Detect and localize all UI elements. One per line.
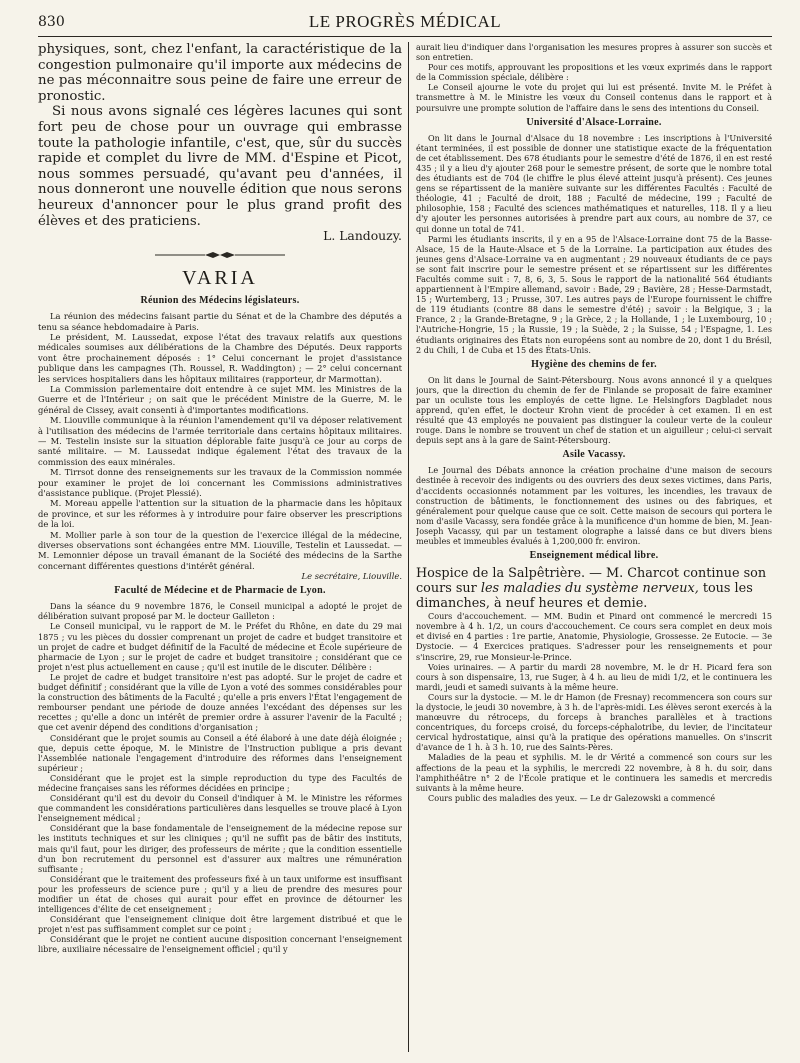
body-paragraph: Cours public des maladies des yeux. — Le dr Galezowski a commencé xyxy=(428,792,716,803)
body-paragraph: On lit dans le Journal de Saint-Pétersbourg. Nous avons annoncé il y a quelques jours, que la direction du chemin de fer de Finlande se proposait de faire examiner par un oculiste tous les employés de cette ligne. Le Helsingfors Dagbladet nous apprend, qu'en effet, le docteur Krohn vient de procéder à cet examen. Il en est résulté que 43 employés ne pouvaient pas distinguer la couleur verte de la couleur rouge. Dans le nombre se trouvent un chef de station et un aiguilleur ; celui-ci servait depuis sept ans à la gare de Saint-Pétersbourg. xyxy=(416,374,772,446)
body-paragraph: Cours sur la dystocie. — M. le dr Hamon (de Fresnay) recommencera son cours sur la dystocie, le jeudi 30 novembre, à 3 h. de l'après-midi. Les élèves seront exercés à la manœuvre du rétroceps, du forceps à branches parallèles et à tractions concentriques, du forceps croisé, du forceps-céphalotribe, du levier, de l'incitateur cervical hydrostatique, ainsi qu'à la pratique des opérations manuelles. On s'inscrit d'avance de 1 h. à 3 h. 10, rue des Saints-Pères. xyxy=(416,691,772,753)
page-header xyxy=(38,10,772,37)
section-divider-ornament xyxy=(38,249,402,261)
right-column xyxy=(416,42,772,1052)
lead-text: Hospice de la Salpêtrière. — M. Charcot continue son cours sur xyxy=(416,566,767,597)
body-paragraph: Le projet de cadre et budget transitoire n'est pas adopté. Sur le projet de cadre et budget définitif ; considérant que la ville de Lyon a voté des sommes considérables pour la construction des bâtiments de la Faculté ; qu'elle a pris envers l'État l'engagement de rembourser pendant une période de douze années l'excédant des dépenses sur les recettes ; qu'elle a donc un intérêt de premier ordre à assurer l'avenir de la Faculté ; que cet avenir dépend des conditions d'organisation ; xyxy=(38,671,402,733)
body-paragraph: Le Conseil ajourne le vote du projet qui lui est présenté. Invite M. le Préfet à transmettre à M. le Ministre les vœux du Conseil contenus dans le rapport et à poursuivre une prompte solution de l'affaire dans le sens des intentions du Conseil. xyxy=(416,82,772,113)
body-paragraph: Maladies de la peau et syphilis. M. le dr Vérité a commencé son cours sur les affections de la peau et la syphilis, le mercredi 22 novembre, à 8 h. du soir, dans l'amphithéâtre n° 2 de l'École pratique et le continuera les samedis et mercredis suivants à la même heure. xyxy=(416,752,772,793)
body-paragraph: Dans la séance du 9 novembre 1876, le Conseil municipal a adopté le projet de délibération suivant proposé par M. le docteur Gailleton : xyxy=(38,601,402,622)
section-heading: Réunion des Médecins législateurs. xyxy=(140,295,300,307)
body-paragraph: Considérant que le projet est la simple reproduction du type des Facultés de médecine françaises sans les réformes décidées en principe ; xyxy=(38,772,402,793)
body-paragraph: M. Liouville communique à la réunion l'amendement qu'il va déposer relativement à l'utilisation des médecins de l'armée territoriale dans certains hôpitaux militaires. — M. Testelin insiste sur la situation déplorable faite jusqu'à ce jour au corps de santé militaire. — M. Laussedat indique également l'état des travaux de la commission des eaux minérales. xyxy=(38,415,402,467)
body-paragraph: Considérant que l'enseignement clinique doit être largement distribué et que le projet n'est pas suffisamment complet sur ce point ; xyxy=(38,914,402,935)
intro-paragraph: physiques, sont, chez l'enfant, la caractéristique de la congestion pulmonaire qu'il importe aux médecins de ne pas méconnaitre sous peine de faire une erreur de pronostic. xyxy=(38,42,402,104)
body-paragraph: M. Tirrsot donne des renseignements sur les travaux de la Commission nommée pour examiner le projet de loi concernant les Commissions administratives d'assistance publique. (Projet Plessié). xyxy=(38,467,402,499)
body-paragraph: Voies urinaires. — A partir du mardi 28 novembre, M. le dr H. Picard fera son cours à son dispensaire, 13, rue Suger, à 4 h. au lieu de midi 1/2, et le continuera les mardi, jeudi et samedi suivants à la même heure. xyxy=(416,661,772,692)
intro-paragraph: Si nous avons signalé ces légères lacunes qui sont fort peu de chose pour un ouvrage qui embrasse toute la pathologie infantile, c'est, que, sûr du succès rapide et complet du livre de MM. d'Espine et Picot, nous sommes persuadé, qu'avant peu d'années, il nous donneront une nouvelle édition que nous serons heureux d'annoncer pour le plus grand profit des élèves et des praticiens. xyxy=(38,104,402,229)
body-paragraph: Considérant qu'il est du devoir du Conseil d'indiquer à M. le Ministre les réformes que commandent les considérations particulières dans lesquelles se trouve placé à Lyon l'enseignement médical ; xyxy=(38,793,402,824)
body-paragraph: M. Moreau appelle l'attention sur la situation de la pharmacie dans les hôpitaux de province, et sur les réformes à y introduire pour faire observer les prescriptions de la loi. xyxy=(38,498,402,530)
body-paragraph: Le Conseil municipal, vu le rapport de M. le Préfet du Rhône, en date du 29 mai 1875 ; vu les pièces du dossier comprenant un projet de cadre et budget transitoire et un projet de cadre et budget définitif de la Faculté de médecine et École supérieure de pharmacie de Lyon ; sur le projet de cadre et budget transitoire ; considérant que ce projet n'est plus actuellement en cause ; qu'il est inutile de le discuter. Délibère : xyxy=(38,621,402,672)
lead-paragraph xyxy=(416,566,772,611)
varia-heading: VARIA xyxy=(182,267,258,290)
body-paragraph: Le président, M. Laussedat, expose l'état des travaux relatifs aux questions médicales soumises aux délibérations de la Chambre des Députés. Deux rapports vont être prochainement déposés : 1° Celui concernant le projet d'assistance publique dans les campagnes (Th. Roussel, R. Waddington) ; — 2° celui concernant les services hospitaliers dans les hôpitaux militaires (rapporteur, dr Marmottan). xyxy=(38,331,402,384)
newspaper-page xyxy=(38,10,772,1055)
body-paragraph: La Commission parlementaire doit entendre à ce sujet MM. les Ministres de la Guerre et de l'Intérieur ; on sait que le précédent Ministre de la Guerre, M. le général de Cissey, avait consenti à d'importantes modifications. xyxy=(38,383,402,415)
body-paragraph: Considérant que le projet soumis au Conseil a été élaboré à une date déjà éloignée ; que, depuis cette époque, M. le Ministre de l'Instruction publique a pris devant l'Assemblée nationale l'engagement d'introduire des réformes dans l'enseignement supérieur ; xyxy=(38,732,402,773)
body-paragraph: Cours d'accouchement. — MM. Budin et Pinard ont commencé le mercredi 15 novembre à 4 h. 1/2, un cours d'accouchement. Ce cours sera complet en deux mois et divisé en 4 parties : 1re partie, Anatomie, Physiologie, Grossesse. 2e Eutocie. — 3e Dystocie. — 4 Exercices pratiques. S'adresser pour les renseignements et pour s'inscrire, 29, rue Monsieur-le-Prince. xyxy=(416,611,772,662)
section-heading: Faculté de Médecine et de Pharmacie de Lyon. xyxy=(114,585,326,597)
body-paragraph: On lit dans le Journal d'Alsace du 18 novembre : Les inscriptions à l'Université étant terminées, il est possible de donner une statistique exacte de la fréquentation de cet établissement. Des 678 étudiants pour le semestre d'été de 1876, il en est resté 435 ; il y a lieu d'y ajouter 268 pour le semestre présent, de sorte que le nombre total des étudiants est de 704 (le chiffre le plus élevé atteint jusqu'à présent). Ces jeunes gens se répartissent de la manière suivante sur les différentes Facultés : Faculté de théologie, 41 ; Faculté de droit, 188 ; Faculté de médecine, 199 ; Faculté de philosophie, 158 ; Faculté des sciences mathématiques et naturelles, 118. Il y a lieu d'y ajouter les personnes autorisées à prendre part aux cours, au nombre de 37, ce qui donne un total de 741. xyxy=(416,132,772,234)
secretary-signature: Le secrétaire, Liouville. xyxy=(301,571,402,582)
column-rule xyxy=(408,42,409,1052)
page-number: 830 xyxy=(38,14,65,30)
body-paragraph: Considérant que la base fondamentale de l'enseignement de la médecine repose sur les instituts techniques et sur les cliniques ; qu'il ne suffit pas de bâtir des instituts, mais qu'il faut, pour les diriger, des professeurs de mérite ; que la condition essentielle d'un bon recrutement du personnel est d'assurer aux maîtres une rémunération suffisante ; xyxy=(38,823,402,874)
lead-italic-text: les maladies du système nerveux, xyxy=(480,581,699,597)
review-signature: L. Landouzy. xyxy=(323,228,402,244)
body-paragraph: Pour ces motifs, approuvant les propositions et les vœux exprimés dans le rapport de la Commission spéciale, délibère : xyxy=(416,62,772,83)
body-paragraph: Le Journal des Débats annonce la création prochaine d'une maison de secours destinée à recevoir des indigents ou des ouvriers des deux sexes victimes, dans Paris, d'accidents occasionnés notamment par les voitures, les incendies, les travaux de construction de bâtiments, le fonctionnement des usines ou des fabriques, et généralement pour quelque cause que ce soit. Cette maison de secours qui portera le nom d'asile Vacassy, sera fondée grâce à la munificence d'un homme de bien, M. Jean-Joseph Vacassy, qui par un testament olographe a laissé dans ce but divers biens meubles et immeubles évalués à 1,200,000 fr. environ. xyxy=(416,465,772,547)
journal-title: LE PROGRÈS MÉDICAL xyxy=(308,12,502,31)
left-column xyxy=(38,42,402,1052)
lead-text: tous les dimanches, à neuf heures et demie. xyxy=(416,581,753,612)
body-paragraph: M. Mollier parle à son tour de la question de l'exercice illégal de la médecine, diverses observations sont échangées entre MM. Liouville, Testelin et Laussedat. — M. Lemonnier dépose un travail émanant de la Société des médecins de la Sarthe concernant différentes questions d'intérêt général. xyxy=(38,529,402,571)
body-paragraph: La réunion des médecins faisant partie du Sénat et de la Chambre des députés a tenu sa séance hebdomadaire à Paris. xyxy=(38,311,402,332)
body-paragraph: Considérant que le projet ne contient aucune disposition concernant l'enseignement libre, auxiliaire nécessaire de l'enseignement officiel ; qu'il y xyxy=(38,934,402,955)
body-paragraph: aurait lieu d'indiquer dans l'organisation les mesures propres à assurer son succès et son entretien. xyxy=(416,42,772,63)
body-paragraph: Considérant que le traitement des professeurs fixé à un taux uniforme est insuffisant pour les professeurs de science pure ; qu'il y a lieu de prendre des mesures pour modifier un état de choses qui aurait pour effet en province de détourner les intelligences d'élite de cet enseignement ; xyxy=(38,873,402,915)
section-heading: Enseignement médical libre. xyxy=(529,550,659,562)
section-heading: Université d'Alsace-Lorraine. xyxy=(526,116,662,128)
article-columns xyxy=(38,42,772,1052)
body-paragraph: Parmi les étudiants inscrits, il y en a 95 de l'Alsace-Lorraine dont 75 de la Basse-Alsace, 15 de la Haute-Alsace et 5 de la Lorraine. La participation aux études des jeunes gens d'Alsace-Lorraine va en augmentant ; 29 nouveaux étudiants de ce pays se sont fait inscrire pour le semestre présent et se répartissent sur les différentes Facultés comme suit : 7, 8, 6, 3, 5. Sous le rapport de la nationalité 564 étudiants appartiennent à l'Empire allemand, savoir : Bade, 29 ; Bavière, 28 ; Hesse-Darmstadt, 15 ; Wurtemberg, 13 ; Prusse, 307. Les autres pays de l'Europe fournissent le chiffre de 119 étudiants (contre 88 dans le semestre d'été) ; savoir : la Belgique, 3 ; la France, 2 ; la Grande-Bretagne, 9 ; la Grèce, 2 ; la Hollande, 1 ; le Luxembourg, 10 ; l'Autriche-Hongrie, 15 ; la Russie, 19 ; la Suède, 2 ; la Suisse, 54 ; l'Espagne, 1. Les étudiants originaires des États non européens sont au nombre de 20, dont 1 du Brésil, 2 du Chili, 1 de Cuba et 15 des États-Unis. xyxy=(416,233,772,355)
section-heading: Hygiène des chemins de fer. xyxy=(531,358,657,370)
section-heading: Asile Vacassy. xyxy=(562,449,626,461)
